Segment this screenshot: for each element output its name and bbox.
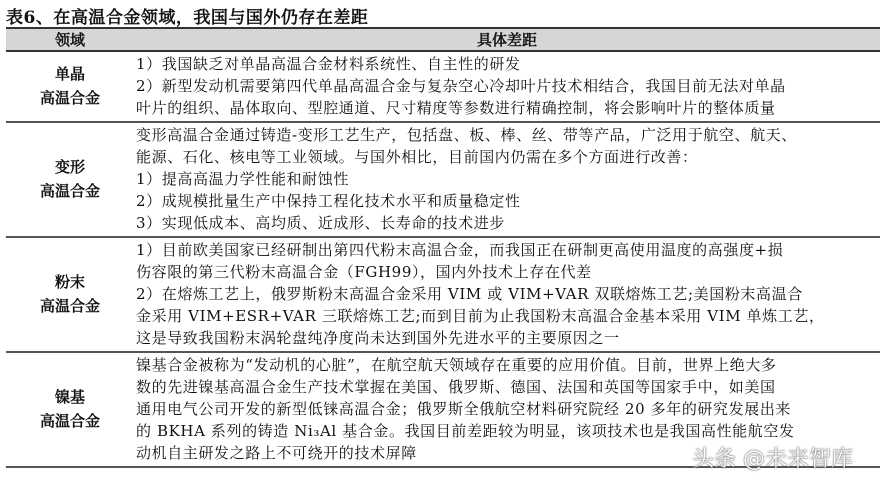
field-cell xyxy=(6,122,134,237)
gap-cell xyxy=(134,51,880,122)
gap-line: 2）在熔炼工艺上，俄罗斯粉末高温合金采用 VIM 或 VIM+VAR 双联熔炼工艺;美国粉末高温合 xyxy=(136,285,803,304)
gap-line: 动机自主研发之路上不可绕开的技术屏障 xyxy=(136,444,417,463)
gap-line: 叶片的组织、晶体取向、型腔通道、尺寸精度等参数进行精确控制，将会影响叶片的整体质量 xyxy=(136,99,776,118)
field-label: 粉末 xyxy=(54,273,85,292)
field-label: 高温合金 xyxy=(39,89,100,108)
gap-line: 的 BKHA 系列的铸造 Ni₃Al 基合金。我国目前差距较为明显，该项技术也是我国高性能航空发 xyxy=(136,422,795,441)
header-gap: 具体差距 xyxy=(134,28,880,51)
gap-line: 数的先进镍基高温合金生产技术掌握在美国、俄罗斯、德国、法国和英国等国家手中，如美国 xyxy=(136,377,776,396)
gap-cell xyxy=(134,122,880,237)
table-row xyxy=(6,51,880,122)
header-row xyxy=(6,28,880,51)
gap-line: 这是导致我国粉末涡轮盘纯净度尚未达到国外先进水平的主要原因之一 xyxy=(136,329,620,348)
gap-line: 能源、石化、核电等工业领域。与国外相比，目前国内仍需在多个方面进行改善： xyxy=(136,147,698,166)
field-label: 镍基 xyxy=(54,388,85,407)
gap-line: 伤容限的第三代粉末高温合金（FGH99），国内外技术上存在代差 xyxy=(136,262,592,281)
watermark: 头条 @未来智库 xyxy=(692,447,853,472)
table-row xyxy=(6,237,880,352)
field-label: 高温合金 xyxy=(39,297,100,316)
gap-line: 2）成规模批量生产中保持工程化技术水平和质量稳定性 xyxy=(136,192,521,211)
gap-line: 1）我国缺乏对单晶高温合金材料系统性、自主性的研发 xyxy=(136,55,521,73)
gap-line: 镍基合金被称为“发动机的心脏”，在航空航天领域存在重要的应用价值。目前，世界上绝大多 xyxy=(136,355,777,374)
field-label: 高温合金 xyxy=(39,412,100,431)
gap-table xyxy=(6,27,880,468)
field-label: 变形 xyxy=(54,158,85,177)
gap-line: 通用电气公司开发的新型低铼高温合金；俄罗斯全俄航空材料研究院经 20 多年的研究发展出来 xyxy=(136,400,792,419)
table-row xyxy=(6,122,880,237)
field-label: 单晶 xyxy=(54,65,85,84)
field-cell xyxy=(6,51,134,122)
header-field: 领域 xyxy=(6,28,134,51)
gap-line: 3）实现低成本、高均质、近成形、长寿命的技术进步 xyxy=(136,214,505,233)
table-title: 表6、在高温合金领域，我国与国外仍存在差距 xyxy=(6,8,369,28)
gap-line: 2）新型发动机需要第四代单晶高温合金与复杂空心冷却叶片技术相结合，我国目前无法对单晶 xyxy=(136,77,786,96)
field-cell xyxy=(6,352,134,467)
gap-line: 1）目前欧美国家已经研制出第四代粉末高温合金，而我国正在研制更高使用温度的高强度+损 xyxy=(136,240,784,259)
gap-cell xyxy=(134,237,880,352)
field-cell xyxy=(6,237,134,352)
gap-line: 1）提高高温力学性能和耐蚀性 xyxy=(136,170,349,189)
gap-line: 金采用 VIM+ESR+VAR 三联熔炼工艺;而到目前为止我国粉末高温合金基本采用 VIM 单炼工艺， xyxy=(136,307,825,326)
field-label: 高温合金 xyxy=(39,182,100,201)
gap-line: 变形高温合金通过铸造-变形工艺生产，包括盘、板、棒、丝、带等产品，广泛用于航空、航天、 xyxy=(136,125,797,144)
